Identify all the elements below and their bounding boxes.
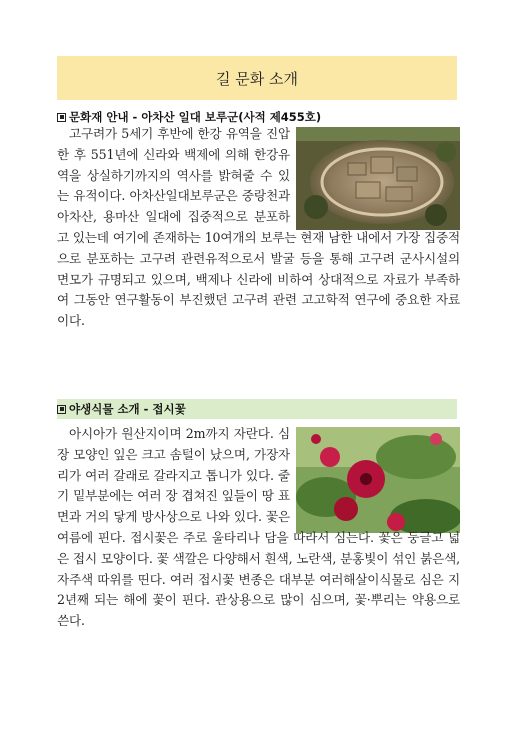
photo-wrap-spacer	[290, 424, 460, 526]
photo-wrap-spacer	[290, 124, 460, 226]
square-bullet-icon	[57, 113, 66, 122]
section1-body	[57, 124, 460, 332]
page-title: 길 문화 소개	[216, 69, 298, 88]
section1-paragraph: 고구려가 5세기 후반에 한강 유역을 진압한 후 551년에 신라와 백제에 의해 한강유역을 상실하기까지의 역사를 밝혀줄 수 있는 유적이다. 아차산일대보루군은 중랑천과 아차산, 용마산 일대에 집중적으로 분포하고 있는데 여기에 존재하는 10여개의 보루는 현재 남한 내에서 가장 집중적으로 분포하는 고구려 관련유적으로서 발굴 등을 통해 고구려 군사시설의 면모가 규명되고 있으며, 백제나 신라에 비하여 상대적으로 자료가 부족하여 그동안 연구활동이 부진했던 고구려 관련 고고학적 연구에 중요한 자료이다.	[57, 126, 460, 329]
section-heading-plant	[57, 399, 457, 419]
section-heading-text: 야생식물 소개 - 접시꽃	[69, 402, 186, 416]
square-bullet-icon	[57, 405, 66, 414]
section-heading-text: 문화재 안내 - 아차산 일대 보루군	[69, 110, 239, 124]
section2-paragraph: 아시아가 원산지이며 2m까지 자란다. 심장 모양인 잎은 크고 솜털이 났으며, 가장자리가 여러 갈래로 갈라지고 톱니가 있다. 줄기 밑부분에는 여러 장 겹쳐진 잎들이 땅 표면과 거의 닿게 방사상으로 나와 있다. 꽃은 여름에 핀다. 접시꽃은 주로 울타리나 담을 따라서 심는다. 꽃은 둥글고 넓은 접시 모양이다. 꽃 색깔은 다양해서 흰색, 노란색, 분홍빛이 섞인 붉은색, 자주색 따위를 띤다. 여러 접시꽃 변종은 대부분 여러해살이식물로 심은 지 2년째 되는 해에 꽃이 핀다. 관상용으로 많이 심으며, 꽃·뿌리는 약용으로 쓴다.	[57, 426, 460, 629]
section2-body	[57, 424, 460, 632]
page-title-bar	[57, 56, 457, 100]
section-heading-suffix: (사적 제455호)	[238, 110, 322, 124]
